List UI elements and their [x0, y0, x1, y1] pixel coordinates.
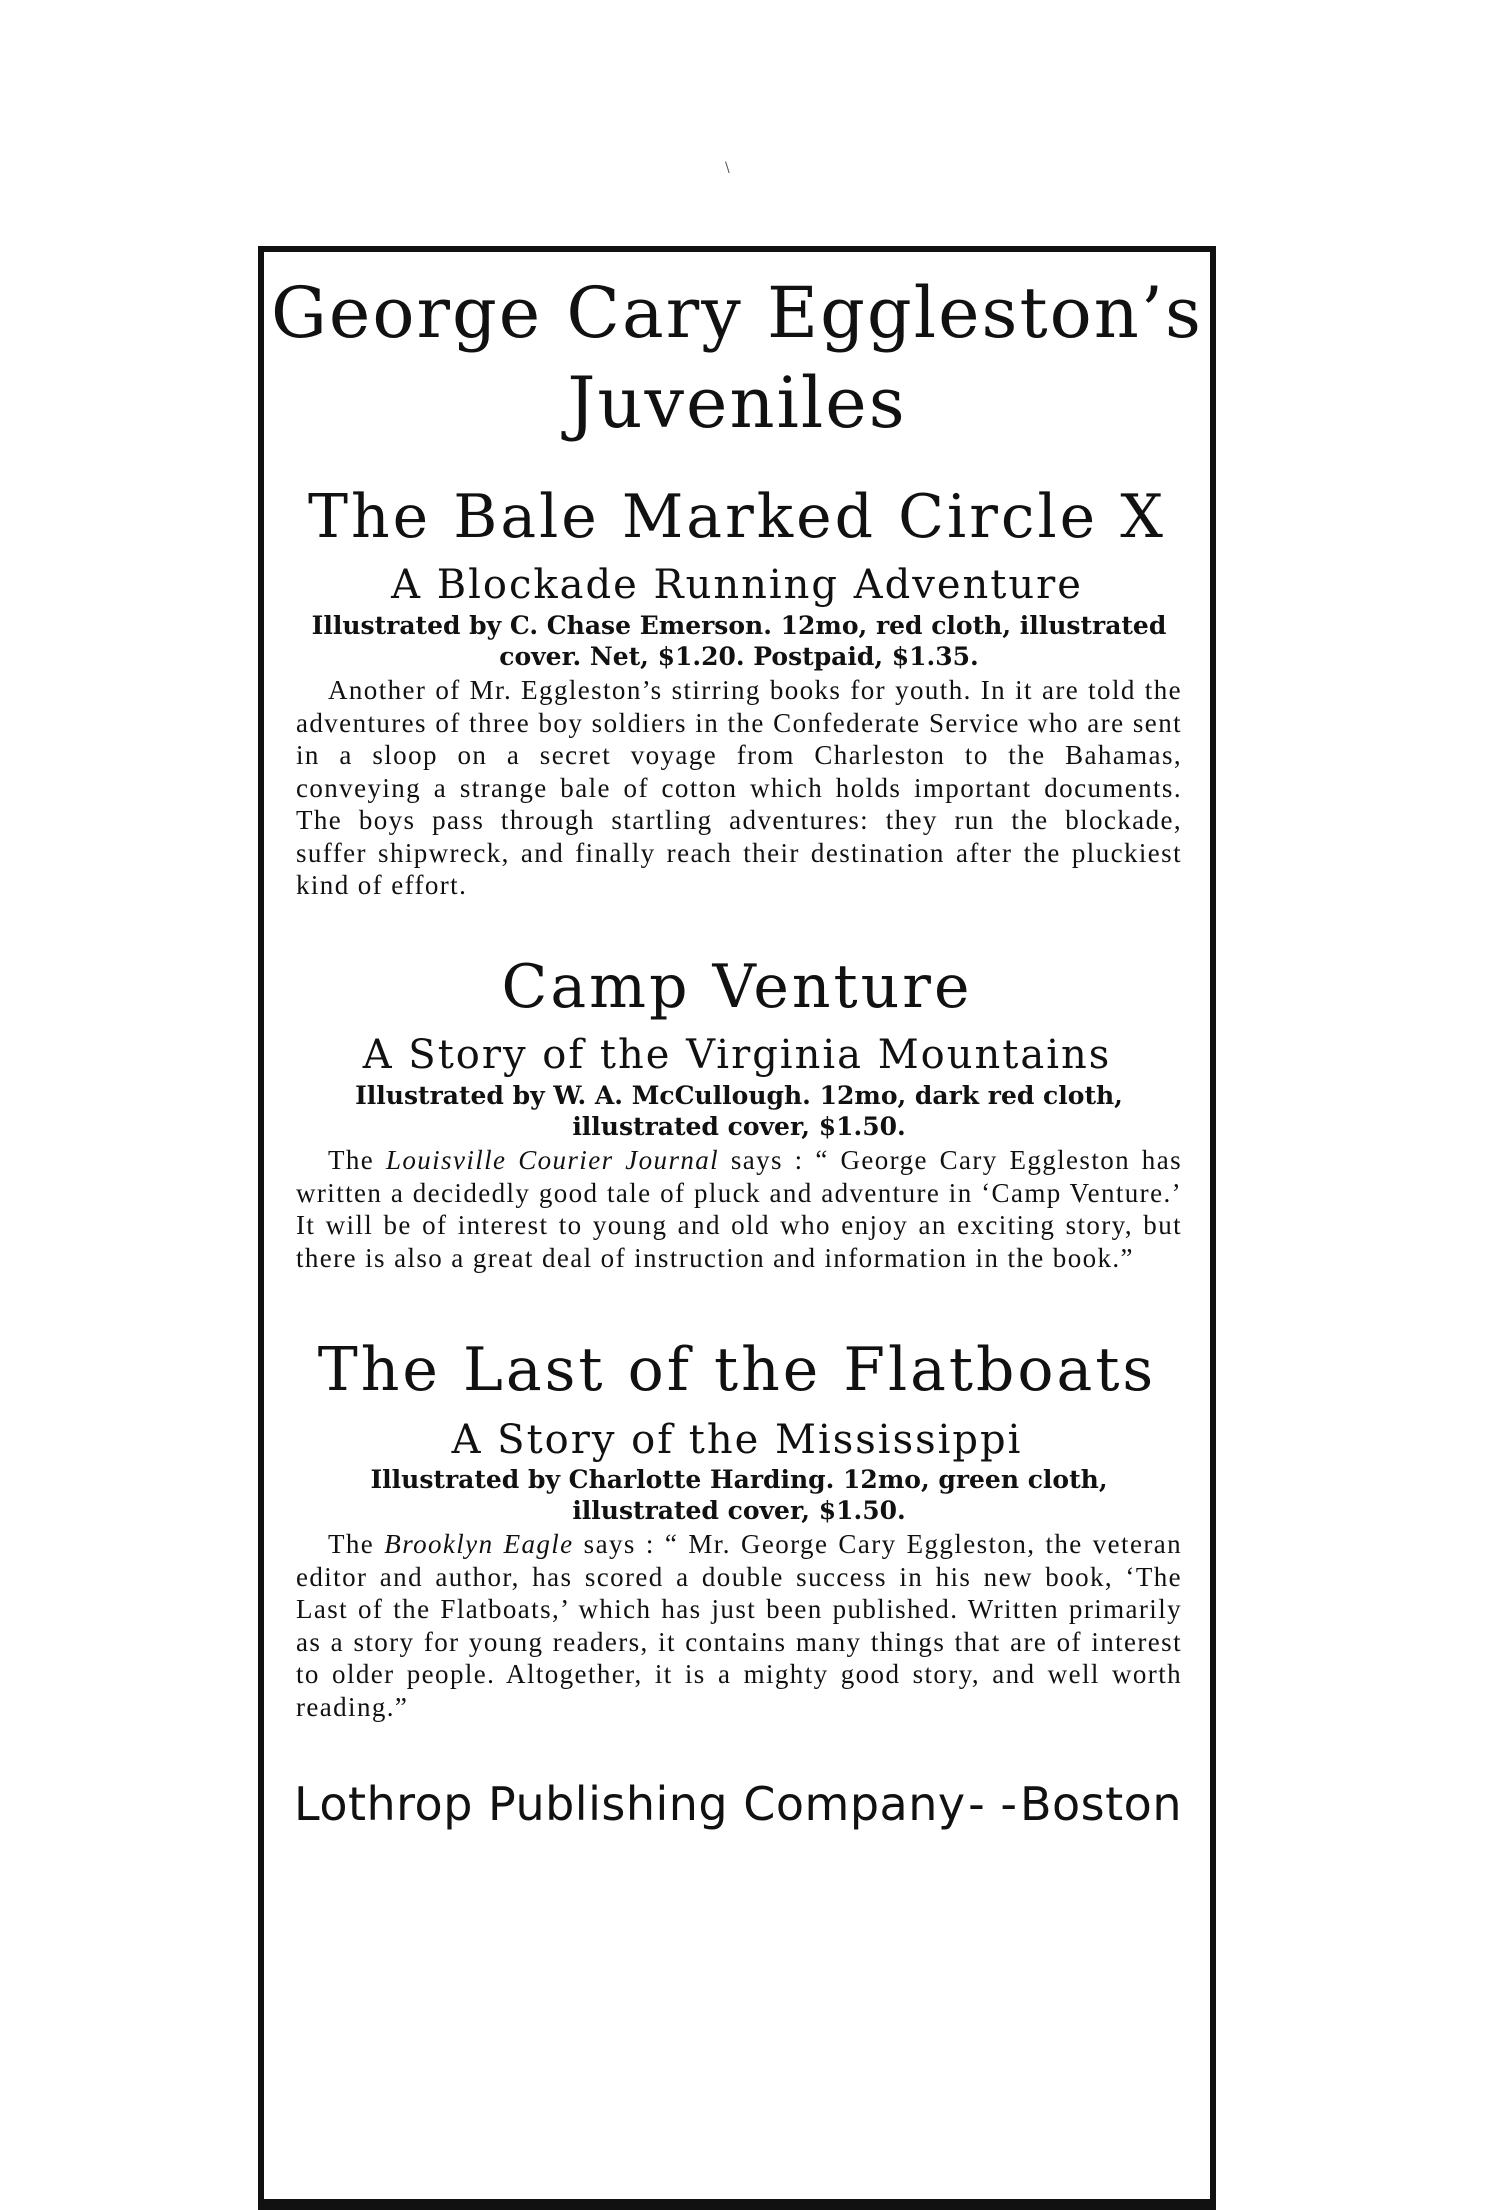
publisher-city: Boston [1019, 1777, 1182, 1831]
page-title-line2: Juveniles [567, 362, 907, 444]
book-2-description: The Louisville Courier Journal says : “ George Cary Eggleston has written a decidedly good tale of pluck and adventure in ‘Camp Venture.’ It will be of interest to young and old who enjoy an exciting story, but there is also a great deal of instruction and information in the book.” [296, 1145, 1182, 1273]
book-3-description: The Brooklyn Eagle says : “ Mr. George Cary Eggleston, the veteran editor and author, has scored a double success in his new book, ‘The Last of the Flatboats,’ which has just been published. Written primarily as a story for young readers, it contains many things that are of interest to older people. Altogether, it is a mighty good story, and well worth reading.” [296, 1529, 1183, 1722]
publisher-line [294, 1777, 1182, 1831]
book-1-description: Another of Mr. Eggleston’s stirring books for youth. In it are told the adventures of three boy soldiers in the Confederate Service who are sent in a sloop on a secret voyage from Charleston to the Bahamas, conveying a strange bale of cotton which holds important documents. The boys pass through startling adventures: they run the blockade, suffer shipwreck, and finally reach their destination after the pluckiest kind of effort. [296, 675, 1182, 900]
page-title-line1: George Cary Eggleston’s [271, 272, 1203, 354]
book-1-title: The Bale Marked Circle X [308, 482, 1166, 552]
book-3-illustrated-line: Illustrated by Charlotte Harding. 12mo, green cloth, illustrated cover, $1.50. [370, 1465, 1108, 1525]
stray-mark: \ [725, 160, 730, 176]
publisher-separator: - - [968, 1777, 1018, 1831]
book-1-subtitle: A Blockade Running Adventure [391, 562, 1083, 608]
book-2-illustrated-line: Illustrated by W. A. McCullough. 12mo, dark red cloth, illustrated cover, $1.50. [355, 1081, 1123, 1141]
book-3-review-source: Brooklyn Eagle [384, 1529, 574, 1559]
book-2-subtitle: A Story of the Virginia Mountains [362, 1032, 1112, 1078]
book-2-title: Camp Venture [501, 952, 973, 1022]
publisher-name: Lothrop Publishing Company [294, 1777, 966, 1831]
book-3-title: The Last of the Flatboats [317, 1335, 1157, 1405]
book-1-illustrated-line: Illustrated by C. Chase Emerson. 12mo, red cloth, illustrated cover. Net, $1.20. Postpaid, $1.35. [311, 611, 1167, 671]
book-3-subtitle: A Story of the Mississippi [451, 1417, 1023, 1463]
book-2-review-source: Louisville Courier Journal [385, 1145, 720, 1175]
advertisement-frame [258, 246, 1216, 2210]
